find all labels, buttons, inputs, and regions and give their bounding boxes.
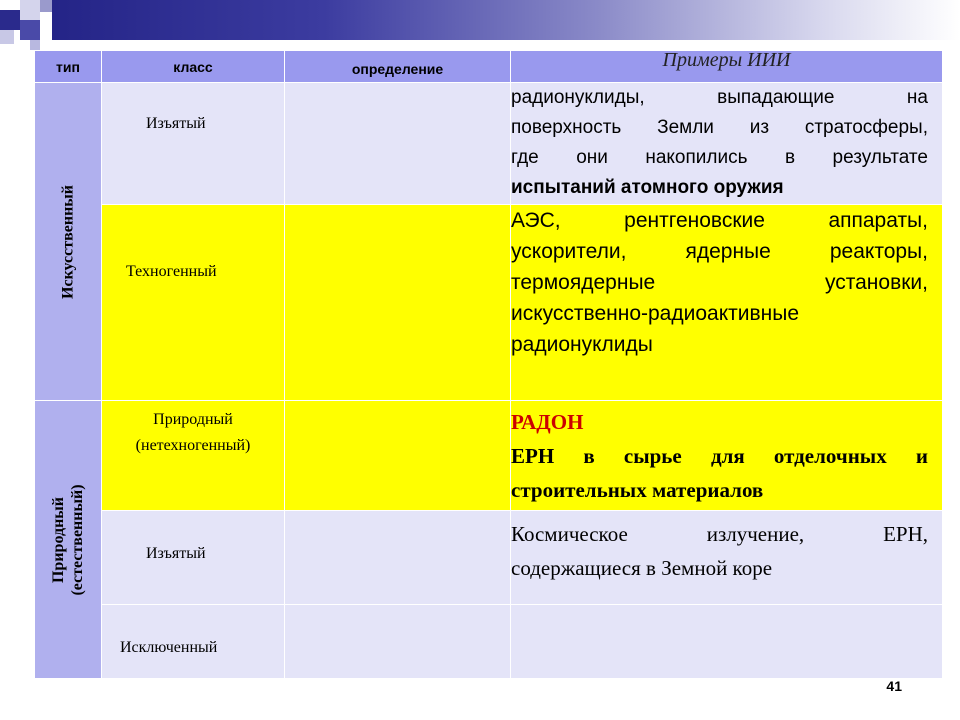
class-cell: [102, 605, 285, 679]
example-line: радионуклиды: [511, 333, 653, 356]
example-line: содержащиеся в Земной коре: [511, 556, 773, 580]
class-label: Изъятый: [146, 545, 206, 562]
header-definition: определение: [285, 51, 511, 83]
header-type: тип: [35, 51, 102, 83]
deco-square: [20, 0, 40, 20]
type-label-natural: [49, 484, 87, 595]
classification-table: [34, 50, 943, 679]
example-line: искусственно-радиоактивные: [511, 302, 800, 325]
example-line: радионуклиды, выпадающие на: [511, 87, 928, 108]
example-cell: [511, 205, 943, 401]
header-examples: Примеры ИИИ: [511, 51, 943, 83]
example-cell: [511, 401, 943, 511]
table-row: [35, 605, 943, 679]
definition-cell: [285, 83, 511, 205]
definition-cell: [285, 511, 511, 605]
definition-cell: [285, 401, 511, 511]
type-label-natural-line1: Природный: [50, 496, 67, 583]
class-label: Природный: [153, 411, 233, 428]
radon-title: РАДОН: [511, 410, 584, 434]
table-row: [35, 401, 943, 511]
table-header-row: [35, 51, 943, 83]
type-label-artificial: Искусственный: [59, 184, 77, 299]
page-number: 41: [886, 678, 902, 694]
table-row: [35, 205, 943, 401]
type-cell-artificial: [35, 83, 102, 401]
example-line-bold: испытаний атомного оружия: [511, 177, 784, 198]
title-banner: [52, 0, 960, 40]
type-cell-natural: [35, 401, 102, 679]
class-cell: [102, 205, 285, 401]
example-line: строительных материалов: [511, 478, 764, 502]
deco-square: [0, 30, 14, 44]
example-cell: [511, 605, 943, 679]
deco-square: [30, 40, 40, 50]
deco-square: [40, 0, 52, 12]
definition-cell: [285, 605, 511, 679]
deco-square: [0, 10, 20, 30]
class-label: Исключенный: [120, 639, 218, 656]
example-line: Космическое излучение, ЕРН,: [511, 522, 928, 546]
class-label: Изъятый: [146, 115, 206, 132]
class-cell: [102, 83, 285, 205]
class-cell: [102, 401, 285, 511]
example-line: ускорители, ядерные реакторы,: [511, 240, 928, 263]
example-cell: [511, 83, 943, 205]
example-line: где они накопились в результате: [511, 147, 928, 168]
example-line: АЭС, рентгеновские аппараты,: [511, 209, 928, 232]
example-line: термоядерные установки,: [511, 271, 928, 294]
class-label: (нетехногенный): [135, 437, 251, 454]
example-cell: [511, 511, 943, 605]
table-row: [35, 511, 943, 605]
table-row: [35, 83, 943, 205]
header-class: класс: [102, 51, 285, 83]
class-label: Техногенный: [126, 263, 217, 280]
example-line: ЕРН в сырье для отделочных и: [511, 444, 928, 468]
example-line: поверхность Земли из стратосферы,: [511, 117, 928, 138]
deco-square: [20, 20, 40, 40]
type-label-natural-line2: (естественный): [69, 483, 86, 596]
definition-cell: [285, 205, 511, 401]
class-cell: [102, 511, 285, 605]
